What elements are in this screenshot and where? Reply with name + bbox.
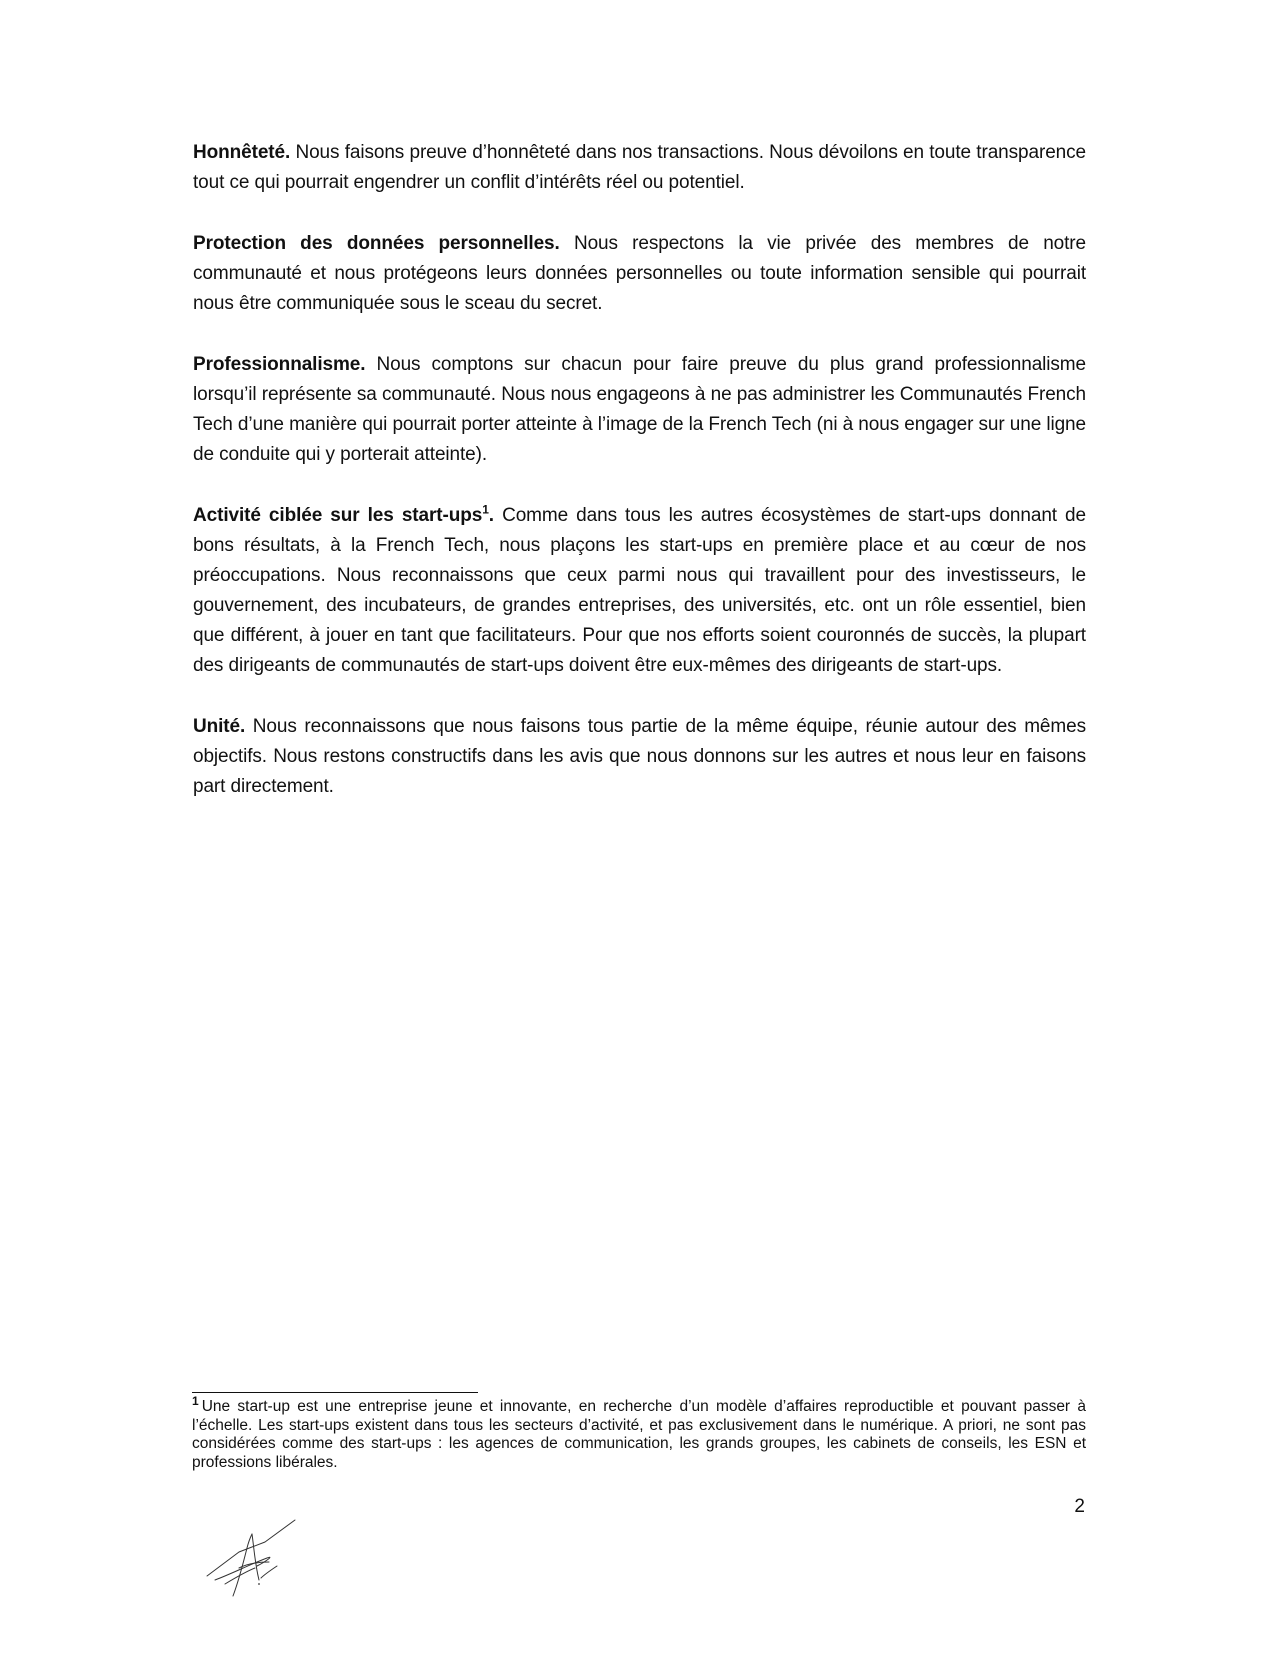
- paragraph-title: [193, 502, 494, 526]
- page-number: 2: [1074, 1496, 1085, 1517]
- paragraph-unite: [193, 712, 1086, 802]
- footnote-separator: [192, 1392, 478, 1393]
- paragraph-text: Comme dans tous les autres écosystèmes de start-ups donnant de bons résultats, à la French Tech, nous plaçons les start-ups en première place et au cœur de nos préoccupations. Nous reconnaissons que ceux parmi nous qui travaillent pour des investisseurs, le gouvernement, des incubateurs, de grandes entreprises, des universités, etc. ont un rôle essentiel, bien que différent, à jouer en tant que facilitateurs. Pour que nos efforts soient couronnés de succès, la plupart des dirigeants de communautés de start-ups doivent être eux-mêmes des dirigeants de start-ups.: [193, 505, 1086, 676]
- footnote-marker: 1: [192, 1393, 199, 1408]
- paragraph-text: Nous faisons preuve d’honnêteté dans nos transactions. Nous dévoilons en toute transparence tout ce qui pourrait engendrer un conflit d’intérêts réel ou potentiel.: [193, 142, 1086, 193]
- document-body: [193, 138, 1086, 833]
- paragraph-activite-ciblee: [193, 501, 1086, 681]
- footnote: [192, 1393, 1086, 1472]
- paragraph-title-period: .: [488, 505, 494, 526]
- footnote-reference: 1: [482, 502, 489, 517]
- paragraph-text: Nous comptons sur chacun pour faire preuve du plus grand professionnalisme lorsqu’il représente sa communauté. Nous nous engageons à ne pas administrer les Communautés French Tech d’une manière qui pourrait porter atteinte à l’image de la French Tech (ni à nous engager sur une ligne de conduite qui y porterait atteinte).: [193, 354, 1086, 465]
- paragraph-title: Protection des données personnelles.: [193, 233, 560, 254]
- paragraph-title: Unité.: [193, 716, 246, 737]
- footnote-text: Une start-up est une entreprise jeune et innovante, en recherche d’un modèle d’affaires reproductible et pouvant passer à l’échelle. Les start-ups existent dans tous les secteurs d’activité, et pas exclusivement dans le numérique. A priori, ne sont pas considérées comme des start-ups : les agences de communication, les grands groupes, les cabinets de conseils, les ESN et professions libérales.: [192, 1398, 1086, 1471]
- paragraph-title: Honnêteté.: [193, 142, 291, 163]
- paragraph-protection-donnees: [193, 229, 1086, 319]
- paragraph-title-text: Activité ciblée sur les start-ups: [193, 505, 483, 526]
- paragraph-professionnalisme: [193, 350, 1086, 470]
- paragraph-honnetete: [193, 138, 1086, 198]
- paragraph-text: Nous reconnaissons que nous faisons tous partie de la même équipe, réunie autour des mêmes objectifs. Nous restons constructifs dans les avis que nous donnons sur les autres et nous leur en faisons part directement.: [193, 716, 1086, 797]
- paragraph-text: Nous respectons la vie privée des membres de notre communauté et nous protégeons leurs données personnelles ou toute information sensible qui pourrait nous être communiquée sous le sceau du secret.: [193, 233, 1086, 314]
- paragraph-title: Professionnalisme.: [193, 354, 366, 375]
- signature-mark: [205, 1518, 300, 1598]
